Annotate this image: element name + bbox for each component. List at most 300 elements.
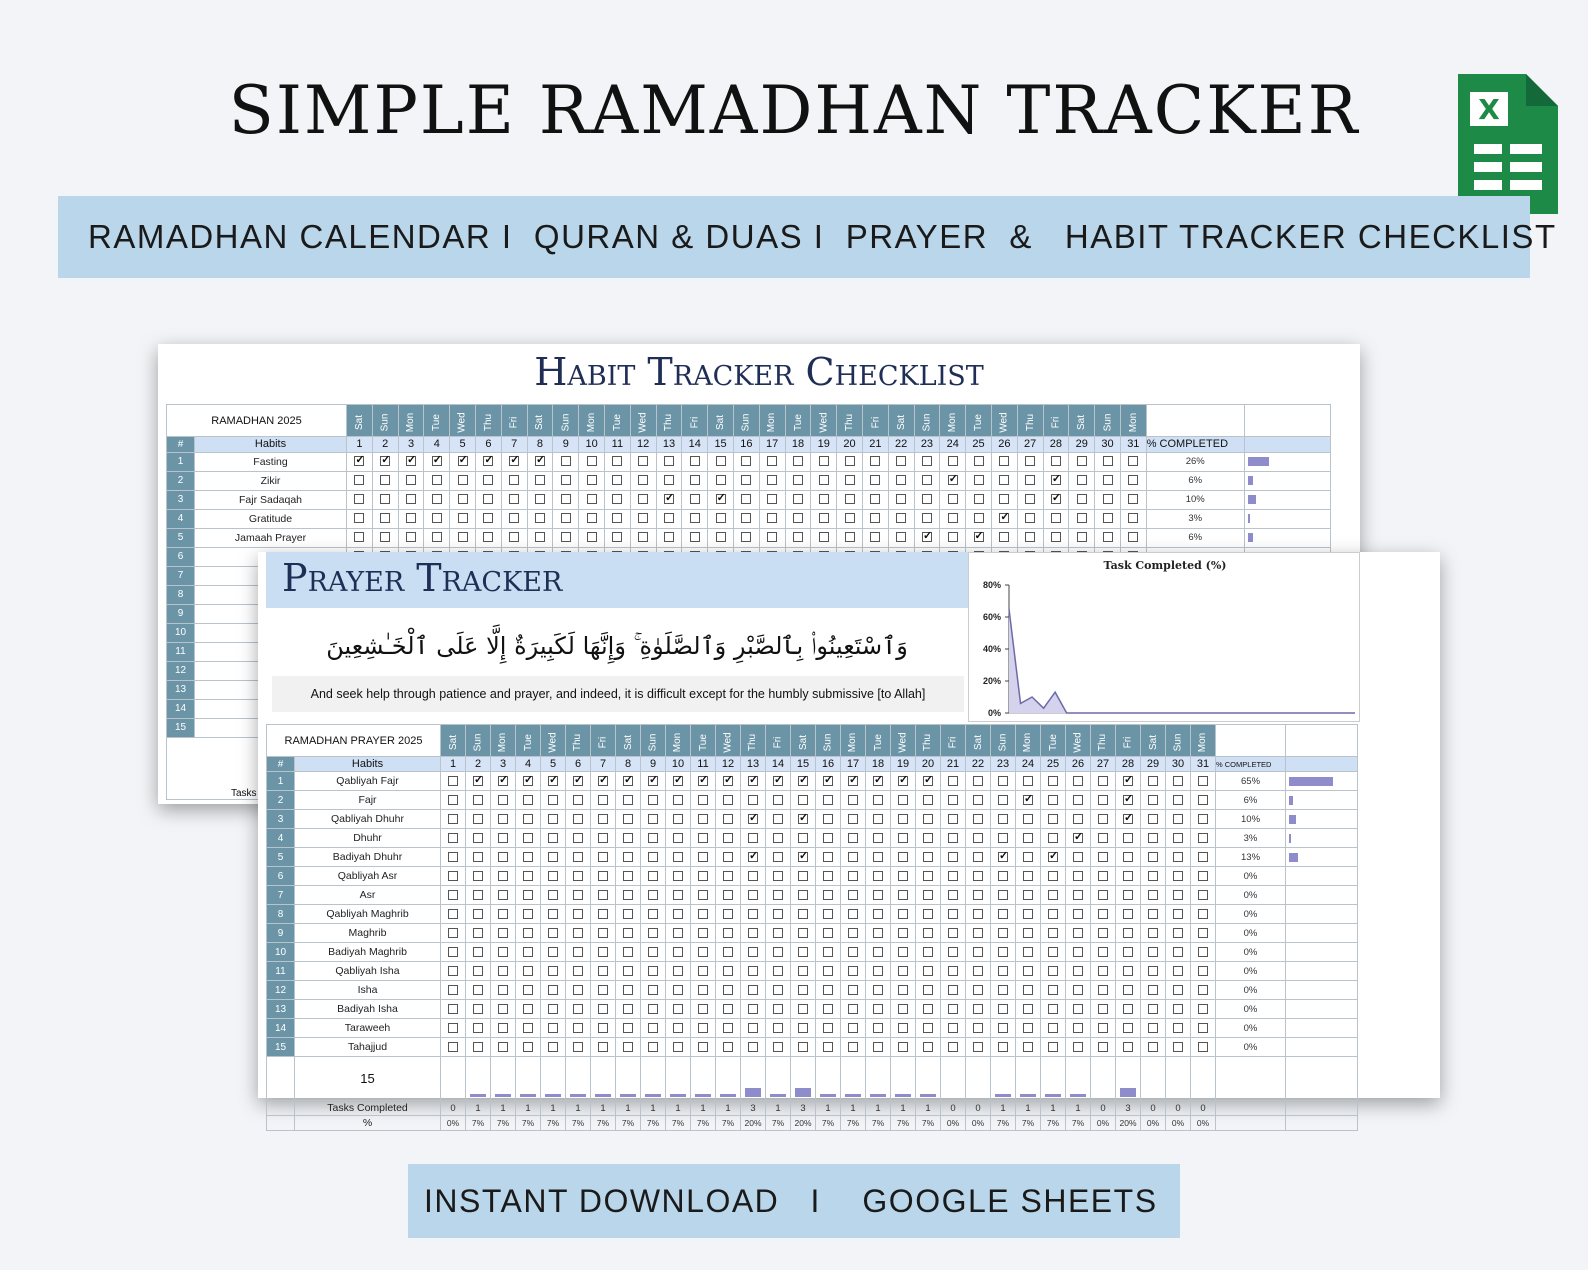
habit-checkbox[interactable]	[1123, 890, 1133, 900]
habit-checkbox[interactable]	[1148, 833, 1158, 843]
habit-checkbox[interactable]	[432, 532, 442, 542]
habit-checkbox[interactable]	[848, 776, 858, 786]
habit-checkbox[interactable]	[1173, 795, 1183, 805]
habit-checkbox[interactable]	[767, 513, 777, 523]
habit-checkbox[interactable]	[873, 852, 883, 862]
habit-checkbox[interactable]	[723, 795, 733, 805]
habit-checkbox[interactable]	[1148, 1042, 1158, 1052]
habit-checkbox[interactable]	[648, 909, 658, 919]
habit-checkbox[interactable]	[498, 814, 508, 824]
habit-checkbox[interactable]	[1023, 852, 1033, 862]
habit-checkbox[interactable]	[973, 928, 983, 938]
habit-checkbox[interactable]	[748, 1023, 758, 1033]
habit-checkbox[interactable]	[473, 1042, 483, 1052]
habit-checkbox[interactable]	[1173, 833, 1183, 843]
habit-checkbox[interactable]	[1198, 928, 1208, 938]
habit-checkbox[interactable]	[793, 532, 803, 542]
habit-checkbox[interactable]	[1148, 1023, 1158, 1033]
habit-checkbox[interactable]	[974, 456, 984, 466]
habit-checkbox[interactable]	[1148, 871, 1158, 881]
habit-checkbox[interactable]	[1023, 795, 1033, 805]
habit-checkbox[interactable]	[673, 833, 683, 843]
habit-checkbox[interactable]	[612, 513, 622, 523]
habit-checkbox[interactable]	[1123, 1042, 1133, 1052]
habit-checkbox[interactable]	[406, 475, 416, 485]
habit-checkbox[interactable]	[1048, 985, 1058, 995]
habit-checkbox[interactable]	[1098, 1004, 1108, 1014]
habit-checkbox[interactable]	[573, 1023, 583, 1033]
habit-checkbox[interactable]	[573, 795, 583, 805]
habit-checkbox[interactable]	[698, 1023, 708, 1033]
habit-checkbox[interactable]	[612, 494, 622, 504]
habit-checkbox[interactable]	[1023, 814, 1033, 824]
habit-checkbox[interactable]	[973, 1004, 983, 1014]
habit-checkbox[interactable]	[723, 985, 733, 995]
habit-checkbox[interactable]	[873, 1042, 883, 1052]
habit-checkbox[interactable]	[716, 456, 726, 466]
habit-checkbox[interactable]	[1051, 532, 1061, 542]
habit-checkbox[interactable]	[573, 1004, 583, 1014]
habit-checkbox[interactable]	[498, 1023, 508, 1033]
habit-checkbox[interactable]	[923, 909, 933, 919]
habit-checkbox[interactable]	[973, 795, 983, 805]
habit-checkbox[interactable]	[823, 795, 833, 805]
habit-checkbox[interactable]	[523, 1023, 533, 1033]
habit-checkbox[interactable]	[823, 1023, 833, 1033]
habit-checkbox[interactable]	[873, 1004, 883, 1014]
habit-checkbox[interactable]	[1048, 947, 1058, 957]
habit-checkbox[interactable]	[648, 928, 658, 938]
habit-checkbox[interactable]	[923, 871, 933, 881]
habit-checkbox[interactable]	[698, 985, 708, 995]
habit-checkbox[interactable]	[998, 776, 1008, 786]
habit-checkbox[interactable]	[998, 1004, 1008, 1014]
habit-checkbox[interactable]	[698, 928, 708, 938]
habit-checkbox[interactable]	[448, 966, 458, 976]
habit-checkbox[interactable]	[1073, 966, 1083, 976]
habit-checkbox[interactable]	[623, 776, 633, 786]
habit-checkbox[interactable]	[698, 947, 708, 957]
habit-checkbox[interactable]	[1173, 852, 1183, 862]
habit-checkbox[interactable]	[948, 1023, 958, 1033]
habit-checkbox[interactable]	[1148, 776, 1158, 786]
habit-checkbox[interactable]	[999, 456, 1009, 466]
habit-checkbox[interactable]	[448, 985, 458, 995]
habit-checkbox[interactable]	[698, 890, 708, 900]
habit-checkbox[interactable]	[974, 475, 984, 485]
habit-checkbox[interactable]	[998, 833, 1008, 843]
habit-checkbox[interactable]	[623, 985, 633, 995]
habit-checkbox[interactable]	[664, 456, 674, 466]
habit-checkbox[interactable]	[923, 795, 933, 805]
habit-checkbox[interactable]	[448, 1004, 458, 1014]
habit-checkbox[interactable]	[773, 776, 783, 786]
habit-checkbox[interactable]	[673, 966, 683, 976]
habit-checkbox[interactable]	[648, 795, 658, 805]
habit-checkbox[interactable]	[793, 513, 803, 523]
habit-checkbox[interactable]	[998, 985, 1008, 995]
habit-checkbox[interactable]	[716, 494, 726, 504]
habit-checkbox[interactable]	[948, 475, 958, 485]
habit-checkbox[interactable]	[690, 532, 700, 542]
habit-checkbox[interactable]	[1023, 928, 1033, 938]
habit-checkbox[interactable]	[748, 795, 758, 805]
habit-checkbox[interactable]	[573, 852, 583, 862]
habit-checkbox[interactable]	[1025, 456, 1035, 466]
habit-checkbox[interactable]	[898, 1023, 908, 1033]
habit-checkbox[interactable]	[623, 852, 633, 862]
habit-checkbox[interactable]	[716, 513, 726, 523]
habit-checkbox[interactable]	[1073, 947, 1083, 957]
habit-checkbox[interactable]	[1103, 475, 1113, 485]
habit-checkbox[interactable]	[1023, 833, 1033, 843]
habit-checkbox[interactable]	[573, 947, 583, 957]
habit-checkbox[interactable]	[573, 890, 583, 900]
habit-checkbox[interactable]	[561, 475, 571, 485]
habit-checkbox[interactable]	[845, 456, 855, 466]
habit-checkbox[interactable]	[1051, 494, 1061, 504]
habit-checkbox[interactable]	[1098, 1023, 1108, 1033]
habit-checkbox[interactable]	[598, 852, 608, 862]
habit-checkbox[interactable]	[773, 985, 783, 995]
habit-checkbox[interactable]	[448, 890, 458, 900]
habit-checkbox[interactable]	[823, 928, 833, 938]
habit-checkbox[interactable]	[748, 1042, 758, 1052]
habit-checkbox[interactable]	[1103, 513, 1113, 523]
habit-checkbox[interactable]	[1123, 795, 1133, 805]
habit-checkbox[interactable]	[380, 532, 390, 542]
habit-checkbox[interactable]	[898, 833, 908, 843]
habit-checkbox[interactable]	[1123, 947, 1133, 957]
habit-checkbox[interactable]	[923, 1023, 933, 1033]
habit-checkbox[interactable]	[690, 475, 700, 485]
habit-checkbox[interactable]	[923, 776, 933, 786]
habit-checkbox[interactable]	[773, 833, 783, 843]
habit-checkbox[interactable]	[523, 1004, 533, 1014]
habit-checkbox[interactable]	[798, 833, 808, 843]
habit-checkbox[interactable]	[498, 966, 508, 976]
habit-checkbox[interactable]	[623, 871, 633, 881]
habit-checkbox[interactable]	[598, 1004, 608, 1014]
habit-checkbox[interactable]	[793, 475, 803, 485]
habit-checkbox[interactable]	[923, 852, 933, 862]
habit-checkbox[interactable]	[974, 513, 984, 523]
habit-checkbox[interactable]	[798, 871, 808, 881]
habit-checkbox[interactable]	[1128, 494, 1138, 504]
habit-checkbox[interactable]	[1198, 776, 1208, 786]
habit-checkbox[interactable]	[1025, 513, 1035, 523]
habit-checkbox[interactable]	[432, 513, 442, 523]
habit-checkbox[interactable]	[598, 1042, 608, 1052]
habit-checkbox[interactable]	[1025, 475, 1035, 485]
habit-checkbox[interactable]	[1198, 814, 1208, 824]
habit-checkbox[interactable]	[1123, 909, 1133, 919]
habit-checkbox[interactable]	[998, 852, 1008, 862]
habit-checkbox[interactable]	[973, 776, 983, 786]
habit-checkbox[interactable]	[406, 456, 416, 466]
habit-checkbox[interactable]	[793, 456, 803, 466]
habit-checkbox[interactable]	[848, 890, 858, 900]
habit-checkbox[interactable]	[598, 928, 608, 938]
habit-checkbox[interactable]	[1025, 532, 1035, 542]
habit-checkbox[interactable]	[723, 909, 733, 919]
habit-checkbox[interactable]	[673, 795, 683, 805]
habit-checkbox[interactable]	[1073, 871, 1083, 881]
habit-checkbox[interactable]	[1123, 966, 1133, 976]
habit-checkbox[interactable]	[648, 1004, 658, 1014]
habit-checkbox[interactable]	[1023, 985, 1033, 995]
habit-checkbox[interactable]	[648, 871, 658, 881]
habit-checkbox[interactable]	[773, 795, 783, 805]
habit-checkbox[interactable]	[773, 1042, 783, 1052]
habit-checkbox[interactable]	[948, 494, 958, 504]
habit-checkbox[interactable]	[716, 475, 726, 485]
habit-checkbox[interactable]	[354, 532, 364, 542]
habit-checkbox[interactable]	[548, 795, 558, 805]
habit-checkbox[interactable]	[1048, 833, 1058, 843]
habit-checkbox[interactable]	[1051, 513, 1061, 523]
habit-checkbox[interactable]	[1173, 909, 1183, 919]
habit-checkbox[interactable]	[998, 795, 1008, 805]
habit-checkbox[interactable]	[1173, 890, 1183, 900]
habit-checkbox[interactable]	[793, 494, 803, 504]
habit-checkbox[interactable]	[1023, 966, 1033, 976]
habit-checkbox[interactable]	[1173, 1042, 1183, 1052]
habit-checkbox[interactable]	[380, 513, 390, 523]
habit-checkbox[interactable]	[638, 475, 648, 485]
habit-checkbox[interactable]	[923, 890, 933, 900]
habit-checkbox[interactable]	[873, 871, 883, 881]
habit-checkbox[interactable]	[1048, 909, 1058, 919]
habit-checkbox[interactable]	[998, 966, 1008, 976]
habit-checkbox[interactable]	[873, 890, 883, 900]
habit-checkbox[interactable]	[473, 1023, 483, 1033]
habit-checkbox[interactable]	[448, 871, 458, 881]
habit-checkbox[interactable]	[458, 494, 468, 504]
habit-checkbox[interactable]	[948, 928, 958, 938]
habit-checkbox[interactable]	[1077, 475, 1087, 485]
habit-checkbox[interactable]	[823, 890, 833, 900]
habit-checkbox[interactable]	[798, 985, 808, 995]
habit-checkbox[interactable]	[548, 890, 558, 900]
habit-checkbox[interactable]	[923, 985, 933, 995]
habit-checkbox[interactable]	[1048, 776, 1058, 786]
habit-checkbox[interactable]	[523, 947, 533, 957]
habit-checkbox[interactable]	[473, 814, 483, 824]
habit-checkbox[interactable]	[523, 871, 533, 881]
habit-checkbox[interactable]	[638, 513, 648, 523]
habit-checkbox[interactable]	[448, 1023, 458, 1033]
habit-checkbox[interactable]	[1048, 1004, 1058, 1014]
habit-checkbox[interactable]	[748, 852, 758, 862]
habit-checkbox[interactable]	[523, 814, 533, 824]
habit-checkbox[interactable]	[698, 776, 708, 786]
habit-checkbox[interactable]	[535, 532, 545, 542]
habit-checkbox[interactable]	[848, 1004, 858, 1014]
habit-checkbox[interactable]	[1198, 1042, 1208, 1052]
habit-checkbox[interactable]	[823, 1004, 833, 1014]
habit-checkbox[interactable]	[973, 966, 983, 976]
habit-checkbox[interactable]	[664, 513, 674, 523]
habit-checkbox[interactable]	[723, 966, 733, 976]
habit-checkbox[interactable]	[973, 814, 983, 824]
habit-checkbox[interactable]	[561, 513, 571, 523]
habit-checkbox[interactable]	[523, 776, 533, 786]
habit-checkbox[interactable]	[773, 852, 783, 862]
habit-checkbox[interactable]	[1048, 890, 1058, 900]
habit-checkbox[interactable]	[973, 1023, 983, 1033]
habit-checkbox[interactable]	[548, 947, 558, 957]
habit-checkbox[interactable]	[823, 871, 833, 881]
habit-checkbox[interactable]	[473, 1004, 483, 1014]
habit-checkbox[interactable]	[1173, 1023, 1183, 1033]
habit-checkbox[interactable]	[798, 966, 808, 976]
habit-checkbox[interactable]	[548, 1004, 558, 1014]
habit-checkbox[interactable]	[648, 852, 658, 862]
habit-checkbox[interactable]	[1098, 966, 1108, 976]
habit-checkbox[interactable]	[523, 1042, 533, 1052]
habit-checkbox[interactable]	[898, 1042, 908, 1052]
habit-checkbox[interactable]	[1048, 966, 1058, 976]
habit-checkbox[interactable]	[698, 966, 708, 976]
habit-checkbox[interactable]	[698, 1004, 708, 1014]
habit-checkbox[interactable]	[823, 966, 833, 976]
habit-checkbox[interactable]	[845, 513, 855, 523]
habit-checkbox[interactable]	[448, 776, 458, 786]
habit-checkbox[interactable]	[823, 985, 833, 995]
habit-checkbox[interactable]	[873, 928, 883, 938]
habit-checkbox[interactable]	[1023, 776, 1033, 786]
habit-checkbox[interactable]	[948, 947, 958, 957]
habit-checkbox[interactable]	[432, 456, 442, 466]
habit-checkbox[interactable]	[673, 814, 683, 824]
habit-checkbox[interactable]	[898, 1004, 908, 1014]
habit-checkbox[interactable]	[673, 871, 683, 881]
habit-checkbox[interactable]	[448, 852, 458, 862]
habit-checkbox[interactable]	[1098, 776, 1108, 786]
habit-checkbox[interactable]	[458, 475, 468, 485]
habit-checkbox[interactable]	[1073, 890, 1083, 900]
habit-checkbox[interactable]	[773, 928, 783, 938]
habit-checkbox[interactable]	[870, 513, 880, 523]
habit-checkbox[interactable]	[973, 909, 983, 919]
habit-checkbox[interactable]	[773, 814, 783, 824]
habit-checkbox[interactable]	[561, 494, 571, 504]
habit-checkbox[interactable]	[573, 871, 583, 881]
habit-checkbox[interactable]	[523, 852, 533, 862]
habit-checkbox[interactable]	[798, 1042, 808, 1052]
habit-checkbox[interactable]	[623, 814, 633, 824]
habit-checkbox[interactable]	[823, 947, 833, 957]
habit-checkbox[interactable]	[999, 475, 1009, 485]
habit-checkbox[interactable]	[948, 776, 958, 786]
habit-checkbox[interactable]	[598, 776, 608, 786]
habit-checkbox[interactable]	[648, 985, 658, 995]
habit-checkbox[interactable]	[1073, 776, 1083, 786]
habit-checkbox[interactable]	[1023, 1042, 1033, 1052]
habit-checkbox[interactable]	[432, 494, 442, 504]
habit-checkbox[interactable]	[1048, 871, 1058, 881]
habit-checkbox[interactable]	[898, 852, 908, 862]
habit-checkbox[interactable]	[598, 795, 608, 805]
habit-checkbox[interactable]	[1077, 532, 1087, 542]
habit-checkbox[interactable]	[1123, 928, 1133, 938]
habit-checkbox[interactable]	[535, 475, 545, 485]
habit-checkbox[interactable]	[798, 1004, 808, 1014]
habit-checkbox[interactable]	[1148, 985, 1158, 995]
habit-checkbox[interactable]	[535, 513, 545, 523]
habit-checkbox[interactable]	[1198, 985, 1208, 995]
habit-checkbox[interactable]	[823, 909, 833, 919]
habit-checkbox[interactable]	[483, 475, 493, 485]
habit-checkbox[interactable]	[1198, 909, 1208, 919]
habit-checkbox[interactable]	[598, 890, 608, 900]
habit-checkbox[interactable]	[664, 494, 674, 504]
habit-checkbox[interactable]	[798, 852, 808, 862]
habit-checkbox[interactable]	[923, 814, 933, 824]
habit-checkbox[interactable]	[1073, 833, 1083, 843]
habit-checkbox[interactable]	[509, 475, 519, 485]
habit-checkbox[interactable]	[922, 475, 932, 485]
habit-checkbox[interactable]	[1023, 909, 1033, 919]
habit-checkbox[interactable]	[509, 532, 519, 542]
habit-checkbox[interactable]	[1098, 795, 1108, 805]
habit-checkbox[interactable]	[819, 513, 829, 523]
habit-checkbox[interactable]	[561, 456, 571, 466]
habit-checkbox[interactable]	[773, 947, 783, 957]
habit-checkbox[interactable]	[523, 890, 533, 900]
habit-checkbox[interactable]	[483, 513, 493, 523]
habit-checkbox[interactable]	[767, 456, 777, 466]
habit-checkbox[interactable]	[623, 795, 633, 805]
habit-checkbox[interactable]	[998, 947, 1008, 957]
habit-checkbox[interactable]	[523, 795, 533, 805]
habit-checkbox[interactable]	[1128, 456, 1138, 466]
habit-checkbox[interactable]	[798, 795, 808, 805]
habit-checkbox[interactable]	[819, 456, 829, 466]
habit-checkbox[interactable]	[698, 1042, 708, 1052]
habit-checkbox[interactable]	[848, 833, 858, 843]
habit-checkbox[interactable]	[948, 966, 958, 976]
habit-checkbox[interactable]	[1198, 1004, 1208, 1014]
habit-checkbox[interactable]	[848, 909, 858, 919]
habit-checkbox[interactable]	[1073, 1004, 1083, 1014]
habit-checkbox[interactable]	[458, 532, 468, 542]
habit-checkbox[interactable]	[380, 494, 390, 504]
habit-checkbox[interactable]	[698, 871, 708, 881]
habit-checkbox[interactable]	[998, 814, 1008, 824]
habit-checkbox[interactable]	[573, 1042, 583, 1052]
habit-checkbox[interactable]	[406, 513, 416, 523]
habit-checkbox[interactable]	[1048, 795, 1058, 805]
habit-checkbox[interactable]	[1123, 776, 1133, 786]
habit-checkbox[interactable]	[873, 985, 883, 995]
habit-checkbox[interactable]	[1023, 1004, 1033, 1014]
habit-checkbox[interactable]	[498, 909, 508, 919]
habit-checkbox[interactable]	[638, 532, 648, 542]
habit-checkbox[interactable]	[1173, 966, 1183, 976]
habit-checkbox[interactable]	[723, 852, 733, 862]
habit-checkbox[interactable]	[1077, 456, 1087, 466]
habit-checkbox[interactable]	[998, 909, 1008, 919]
habit-checkbox[interactable]	[1048, 814, 1058, 824]
habit-checkbox[interactable]	[648, 776, 658, 786]
habit-checkbox[interactable]	[664, 475, 674, 485]
habit-checkbox[interactable]	[1073, 1042, 1083, 1052]
habit-checkbox[interactable]	[973, 852, 983, 862]
habit-checkbox[interactable]	[848, 1023, 858, 1033]
habit-checkbox[interactable]	[380, 456, 390, 466]
